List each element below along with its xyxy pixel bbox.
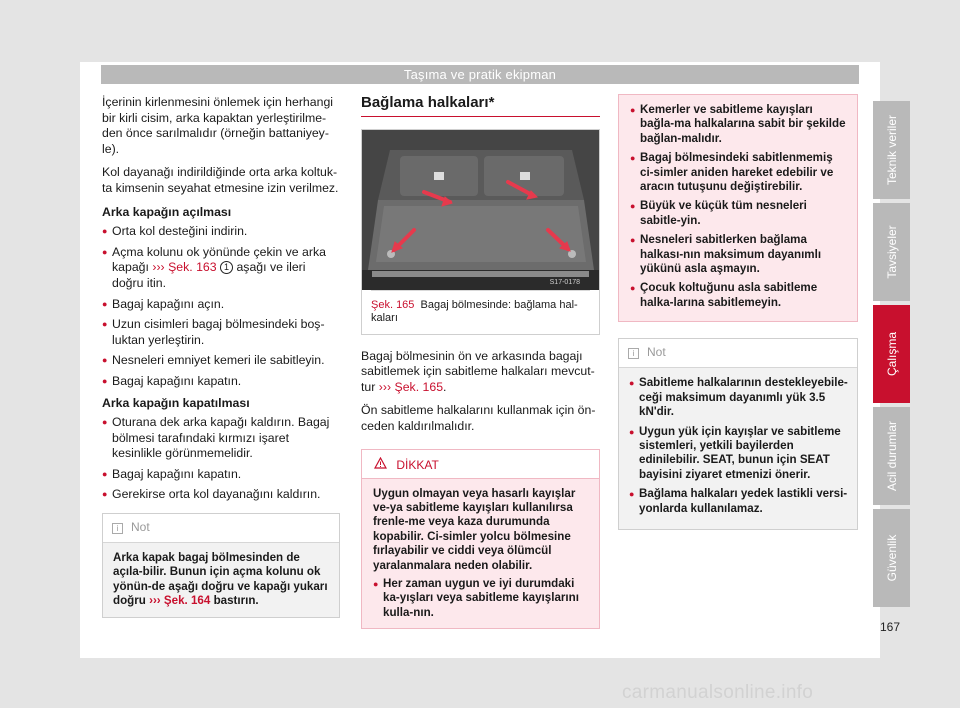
paragraph-dirt: İçerinin kirlenmesini önlemek için herhangi bir kirli cisim, arka kapaktan yerleştirilme-den önce sarılmalıdır (örneğin battaniyey-le).: [102, 95, 334, 156]
tab-label: Teknik veriler: [884, 114, 899, 186]
warning-item: ● Çocuk koltuğunu asla sabitleme halka-larına sabitlemeyin.: [630, 281, 847, 310]
note-item: ● Uygun yük için kayışlar ve sabitleme sistemleri, yetkili bayilerden edinilebilir. SEAT, bunun için SEAT bayisini ziyaret etmenizi önerir.: [629, 425, 848, 483]
note-body: [619, 368, 857, 529]
list-item-text: Açma kolunu ok yönünde çekin ve arka kapağı: [112, 244, 326, 275]
note-box: [618, 338, 858, 530]
ref-arrows: ›››: [152, 260, 165, 275]
note-header: [103, 514, 339, 543]
trunk-image: [362, 130, 599, 290]
page-header: Taşıma ve pratik ekipman: [101, 65, 859, 84]
tab-label: Acil durumlar: [884, 420, 899, 492]
tab-teknik-veriler[interactable]: [873, 101, 910, 199]
tab-tavsiyeler[interactable]: [873, 203, 910, 301]
figure-caption-text: Bagaj bölmesinde: bağlama hal-kaları: [371, 298, 578, 325]
paragraph-rings: [361, 349, 600, 396]
paragraph-armrest: Kol dayanağı indirildiğinde orta arka koltuk-ta kimsenin seyahat etmesine izin verilmez.: [102, 165, 339, 195]
list-item-text: aşağı ve ileri doğru itin.: [112, 260, 306, 290]
warning-item: ● Nesneleri sabitlerken bağlama halkası-nın maksimum dayanımlı yükünü asla aşmayın.: [630, 233, 847, 276]
note-body: [103, 543, 339, 617]
list-item: ● Oturana dek arka kapağı kaldırın. Bagaj bölmesi tarafındaki kırmızı işaret kesinlikle görünmemelidir.: [102, 415, 340, 462]
warning-item: ● Bagaj bölmesindeki sabitlenmemiş ci-simler aniden hareket edebilir ve aracın tutuşunu değiştirebilir.: [630, 151, 847, 194]
tab-label: Tavsiyeler: [884, 225, 899, 279]
list-item: ● Nesneleri emniyet kemeri ile sabitleyin.: [102, 353, 340, 369]
warning-icon: [374, 458, 390, 472]
note-item: ● Sabitleme halkalarının destekleyebile-ceği maksimum dayanımlı yük 3.5 kN'dir.: [629, 376, 848, 419]
note-label: Not: [131, 520, 150, 535]
figure-link-163[interactable]: Şek. 163: [168, 260, 217, 275]
note-item: ● Bağlama halkaları yedek lastikli versi-yonlarda kullanılamaz.: [629, 487, 848, 516]
note-label: Not: [647, 345, 666, 360]
note-text: Arka kapak bagaj bölmesinden de açıla-bilir. Bunun için açma kolunu ok yönün-de aşağı doğru ve kapağı yukarı doğru: [113, 551, 328, 608]
watermark: carmanualsonline.info: [622, 682, 814, 703]
paragraph-front-rings: Ön sabitleme halkalarını kullanmak için ön-ceden kaldırılmalıdır.: [361, 403, 596, 433]
ref-arrows: ›››: [149, 594, 161, 608]
warning-text: Uygun olmayan veya hasarlı kayışlar ve-ya sabitleme kayışları kullanılırsa frenle-me veya kaza durumunda kopabilir. Ci-simler yolcu bölmesine fırlayabilir ve ciddi veya ölümcül yaralanmalara neden olabilir.: [373, 486, 576, 572]
figure-caption: [371, 290, 590, 334]
figure-165: [361, 129, 600, 335]
warning-header: [362, 450, 599, 479]
figure-code: S17-0178: [549, 278, 580, 286]
list-item: ● Bagaj kapağını açın.: [102, 297, 340, 313]
tab-label: Güvenlik: [884, 534, 899, 582]
list-item: ● Uzun cisimleri bagaj bölmesindeki boş-luktan yerleştirin.: [102, 317, 340, 348]
tab-guvenlik[interactable]: [873, 509, 910, 607]
list-item: ● Bagaj kapağını kapatın.: [102, 374, 340, 390]
callout-number: 1: [220, 261, 233, 274]
paragraph-text: Bagaj bölmesinin ön ve arkasında bagajı sabitlemek için sabitleme halkaları mevcut-tur: [361, 348, 595, 394]
figure-link-165[interactable]: Şek. 165: [394, 379, 444, 394]
tab-acil-durumlar[interactable]: [873, 407, 910, 505]
page-number: 167: [880, 620, 901, 634]
column-middle: [361, 95, 600, 629]
paragraph-end: .: [443, 379, 447, 394]
column-left: [102, 95, 340, 618]
list-item: ● Gerekirse orta kol dayanağını kaldırın.: [102, 487, 340, 503]
heading-open: Arka kapağın açılması: [102, 204, 232, 219]
heading-close: Arka kapağın kapatılması: [102, 395, 250, 410]
figure-ref-label: Şek. 165: [371, 298, 415, 311]
warning-continued-box: [618, 94, 858, 322]
list-item: ● Orta kol desteğini indirin.: [102, 224, 340, 240]
column-right: [618, 95, 858, 530]
warning-body: [362, 479, 599, 629]
warning-item: ● Büyük ve küçük tüm nesneleri sabitle-yin.: [630, 199, 847, 228]
trunk-illustration: [362, 130, 599, 290]
note-box: [102, 513, 340, 618]
tab-label: Çalışma: [884, 331, 899, 377]
note-text-end: bastırın.: [213, 594, 259, 608]
list-item: [102, 245, 340, 292]
info-icon: i: [628, 348, 639, 359]
chapter-tabs: [873, 101, 910, 611]
tab-calisma[interactable]: [873, 305, 910, 403]
list-item: ● Bagaj kapağını kapatın.: [102, 467, 340, 483]
figure-link-164[interactable]: Şek. 164: [163, 594, 211, 608]
note-header: [619, 339, 857, 368]
warning-item: ● Kemerler ve sabitleme kayışları bağla-ma halkalarına sabit bir şekilde bağlan-malıdır.: [630, 103, 847, 146]
info-icon: i: [112, 523, 123, 534]
ref-arrows: ›››: [378, 379, 392, 394]
warning-item: ● Her zaman uygun ve iyi durumdaki ka-yışları veya sabitleme kayışlarını kulla-nın.: [373, 577, 589, 620]
section-title: Bağlama halkaları*: [361, 95, 600, 117]
warning-box: [361, 449, 600, 630]
warning-label: DİKKAT: [396, 457, 439, 472]
